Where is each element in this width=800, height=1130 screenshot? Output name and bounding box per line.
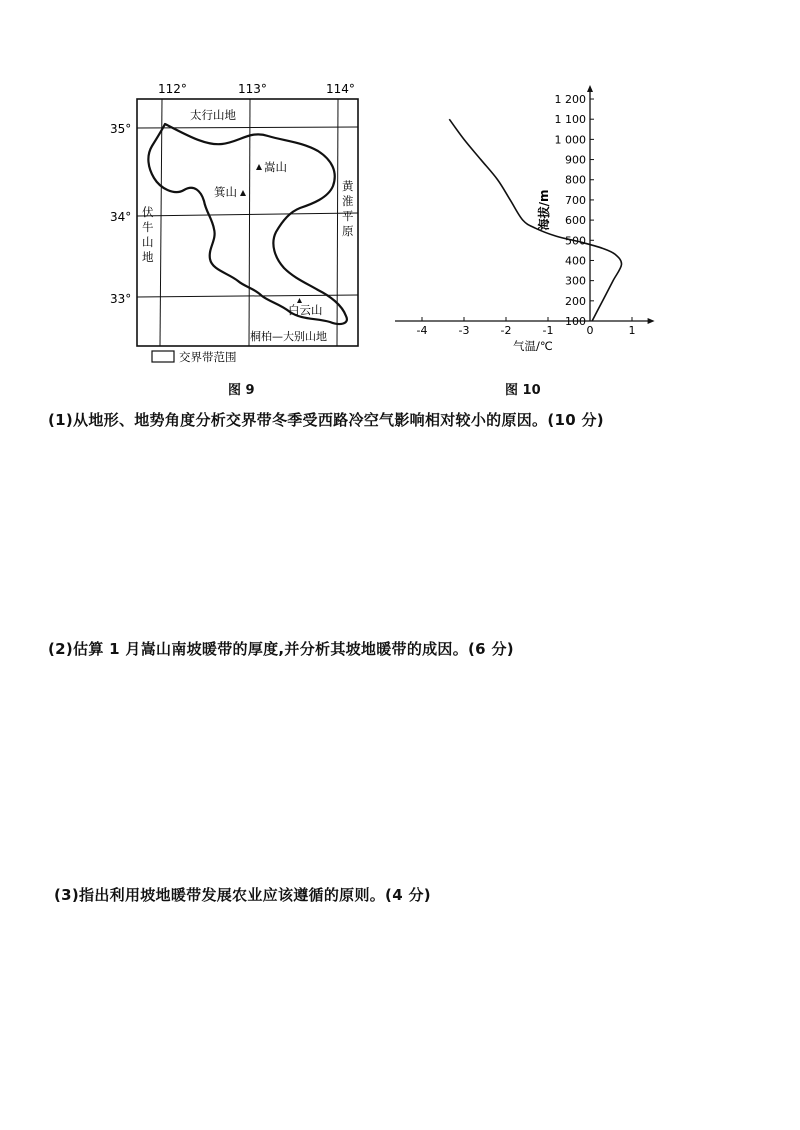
region-funiu-1: 伏	[142, 205, 154, 219]
temperature-profile-line	[449, 119, 621, 321]
question-1: (1)从地形、地势角度分析交界带冬季受西路冷空气影响相对较小的原因。(10 分)	[48, 411, 604, 429]
x-tick-label: 1	[628, 324, 636, 337]
peak-songshan-label: 嵩山	[264, 160, 287, 174]
y-tick-label: 1 000	[554, 133, 586, 147]
lon-label-114: 114°	[326, 82, 355, 96]
region-funiu-3: 山	[142, 235, 154, 249]
region-funiu-2: 牛	[142, 220, 154, 234]
figure-9-caption: 图 9	[228, 383, 255, 398]
x-tick-label: 0	[586, 324, 594, 337]
peak-jishan-label: 箕山	[214, 185, 237, 199]
region-huanghuai-1: 黄	[342, 179, 354, 193]
lat-label-35: 35°	[110, 122, 132, 136]
peak-baiyun-label: 白云山	[288, 303, 323, 317]
x-axis-label: 气温/℃	[513, 339, 553, 353]
region-tongbai: 桐柏—大别山地	[250, 330, 327, 343]
y-tick-label: 200	[565, 294, 586, 308]
region-funiu-4: 地	[142, 250, 154, 264]
y-axis-arrow-icon	[587, 85, 593, 92]
x-tick-label: -2	[500, 324, 512, 337]
y-tick-label: 500	[565, 234, 586, 248]
y-tick-label: 1 200	[554, 93, 586, 107]
region-huanghuai-2: 淮	[342, 194, 354, 208]
y-tick-label: 800	[565, 173, 586, 187]
x-tick-label: -4	[416, 324, 428, 337]
x-tick-label: -3	[458, 324, 470, 337]
y-tick-label: 900	[565, 153, 586, 167]
region-huanghuai-4: 原	[342, 224, 354, 238]
y-tick-label: 1 100	[554, 113, 586, 127]
y-tick-label: 600	[565, 214, 586, 228]
x-axis-arrow-icon	[648, 318, 655, 324]
figure-10-caption: 图 10	[505, 383, 541, 398]
question-2: (2)估算 1 月嵩山南坡暖带的厚度,并分析其坡地暖带的成因。(6 分)	[48, 640, 514, 658]
y-axis-label: 海拔/m	[537, 189, 551, 231]
x-tick-label: -1	[542, 324, 554, 337]
y-tick-label: 700	[565, 193, 586, 207]
lat-label-34: 34°	[110, 210, 132, 224]
question-3: (3)指出利用坡地暖带发展农业应该遵循的原则。(4 分)	[54, 886, 431, 904]
region-taihang: 太行山地	[190, 108, 236, 122]
legend-label: 交界带范围	[179, 350, 237, 364]
region-huanghuai-3: 平	[342, 209, 354, 223]
y-tick-label: 100	[565, 315, 586, 328]
y-tick-label: 400	[565, 254, 586, 268]
lat-label-33: 33°	[110, 292, 132, 306]
figure-10-chart	[0, 0, 800, 380]
lon-label-112: 112°	[158, 82, 187, 96]
y-tick-label: 300	[565, 274, 586, 288]
chart-axes	[395, 85, 655, 324]
lon-label-113: 113°	[238, 82, 267, 96]
